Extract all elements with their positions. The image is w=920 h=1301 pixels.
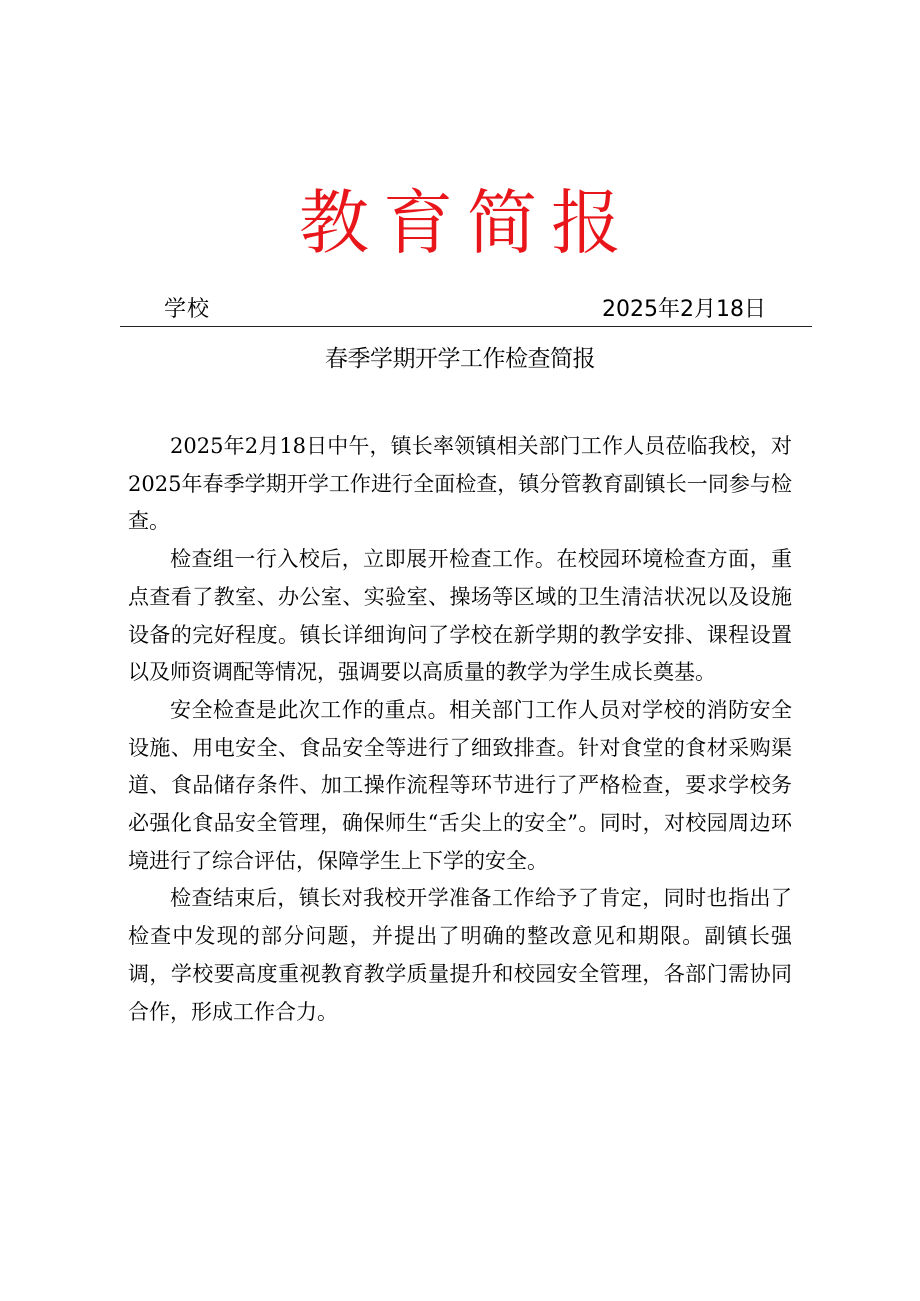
paragraph-2: 检查组一行入校后，立即展开检查工作。在校园环境检查方面，重点查看了教室、办公室、实验室、操场等区域的卫生清洁状况以及设施设备的完好程度。镇长详细询问了学校在新学期的教学安排、课程设置以及师资调配等情况，强调要以高质量的教学为学生成长奠基。 xyxy=(128,547,792,685)
issue-meta-row xyxy=(120,294,812,326)
issue-date: 2025年2月18日 xyxy=(602,297,766,322)
paragraph-4: 检查结束后，镇长对我校开学准备工作给予了肯定，同时也指出了检查中发现的部分问题，并提出了明确的整改意见和期限。副镇长强调，学校要高度重视教育教学质量提升和校园安全管理，各部门需协同合作，形成工作合力。 xyxy=(128,886,792,1024)
header-divider xyxy=(120,326,812,327)
document-body xyxy=(128,428,792,1031)
school-name: 学校 xyxy=(164,297,211,322)
document-title: 春季学期开学工作检查简报 xyxy=(325,346,595,372)
paragraph-3: 安全检查是此次工作的重点。相关部门工作人员对学校的消防安全设施、用电安全、食品安全等进行了细致排查。针对食堂的食材采购渠道、食品储存条件、加工操作流程等环节进行了严格检查，要求学校务必强化食品安全管理，确保师生“舌尖上的安全”。同时，对校园周边环境进行了综合评估，保障学生上下学的安全。 xyxy=(128,697,792,873)
masthead-title: 教育简报 xyxy=(299,182,635,264)
paragraph-1: 2025年2月18日中午，镇长率领镇相关部门工作人员莅临我校，对2025年春季学期开学工作进行全面检查，镇分管教育副镇长一同参与检查。 xyxy=(128,434,792,534)
